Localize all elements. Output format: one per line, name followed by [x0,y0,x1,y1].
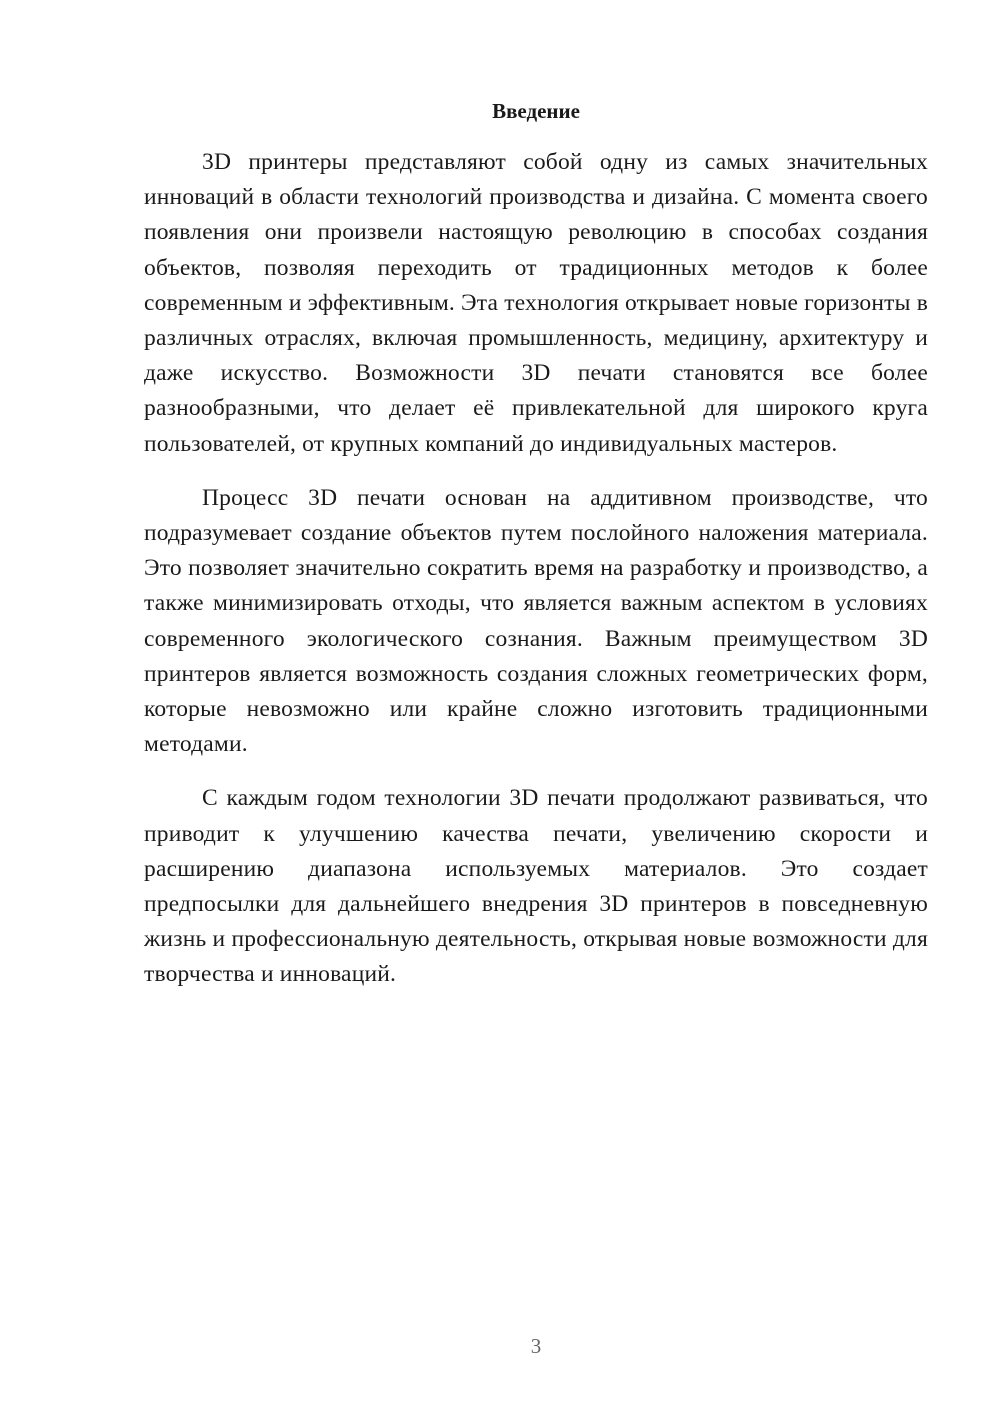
page-content [144,97,928,1012]
paragraph-1: 3D принтеры представляют собой одну из самых значительных инноваций в области технологий производства и дизайна. С момента своего появления они произвели настоящую революцию в способах создания объектов, позволяя переходить от традиционных методов к более современным и эффективным. Эта технология открывает новые горизонты в различных отраслях, включая промышленность, медицину, архитектуру и даже искусство. Возможности 3D печати становятся все более разнообразными, что делает её привлекательной для широкого круга пользователей, от крупных компаний до индивидуальных мастеров. [144,149,928,457]
paragraph-2: Процесс 3D печати основан на аддитивном производстве, что подразумевает создание объектов путем послойного наложения материала. Это позволяет значительно сократить время на разработку и производство, а также минимизировать отходы, что является важным аспектом в условиях современного экологического сознания. Важным преимуществом 3D принтеров является возможность создания сложных геометрических форм, которые невозможно или крайне сложно изготовить традиционными методами. [144,484,928,758]
page-number: 3 [530,1334,542,1358]
section-heading: Введение [492,99,580,123]
paragraph-3: С каждым годом технологии 3D печати продолжают развиваться, что приводит к улучшению качества печати, увеличению скорости и расширению диапазона используемых материалов. Это создает предпосылки для дальнейшего внедрения 3D принтеров в повседневную жизнь и профессиональную деятельность, открывая новые возможности для творчества и инноваций. [144,785,928,988]
